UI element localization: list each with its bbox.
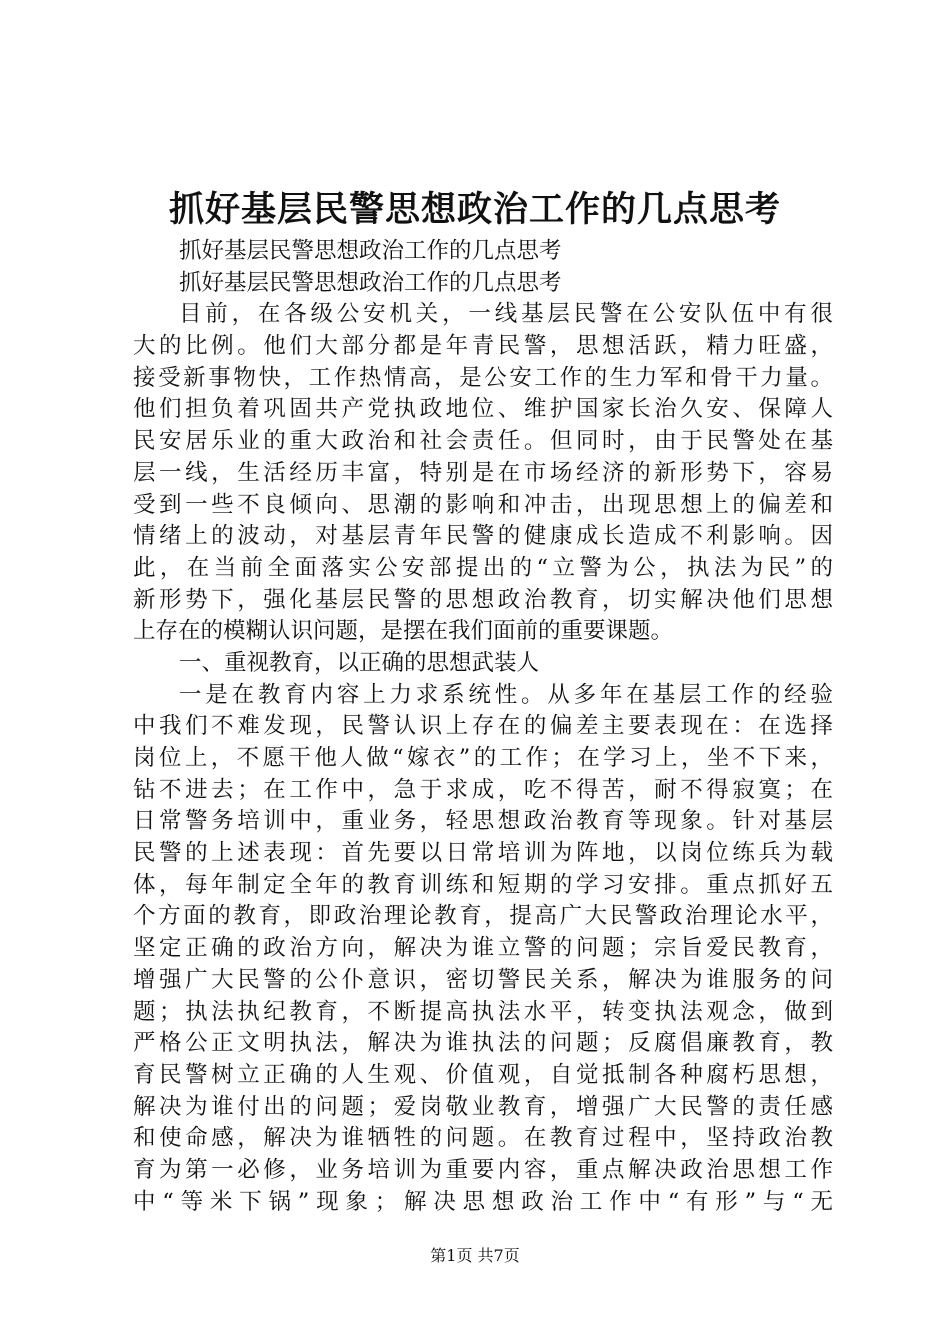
text-line: 抓好基层民警思想政治工作的几点思考 xyxy=(179,238,562,264)
text-line: 目前，在各级公安机关，一线基层民警在公安队伍中有很 xyxy=(179,301,833,328)
text-line: 抓好基层民警思想政治工作的几点思考 xyxy=(179,269,562,296)
text-line: 严格公正文明执法，解决为谁执法的问题；反腐倡廉教育，教 xyxy=(133,1030,833,1057)
text-line: 一、重视教育，以正确的思想武装人 xyxy=(179,649,540,676)
text-line: 民安居乐业的重大政治和社会责任。但同时，由于民警处在基 xyxy=(133,428,833,455)
text-line: 题；执法执纪教育，不断提高执法水平，转变执法观念，做到 xyxy=(133,998,833,1025)
text-line: 解决为谁付出的问题；爱岗敬业教育，增强广大民警的责任感 xyxy=(133,1093,833,1120)
text-line: 中我们不难发现，民警认识上存在的偏差主要表现在：在选择 xyxy=(133,713,833,740)
text-line: 一是在教育内容上力求系统性。从多年在基层工作的经验 xyxy=(179,681,833,708)
text-line: 他们担负着巩固共产党执政地位、维护国家长治久安、保障人 xyxy=(133,396,833,423)
text-line: 岗位上，不愿干他人做“嫁衣”的工作；在学习上，坐不下来， xyxy=(133,745,833,771)
text-line: 和使命感，解决为谁牺牲的问题。在教育过程中，坚持政治教 xyxy=(133,1125,833,1152)
text-line: 民警的上述表现：首先要以日常培训为阵地，以岗位练兵为载 xyxy=(133,840,833,867)
document-title: 抓好基层民警思想政治工作的几点思考 xyxy=(168,189,781,230)
document-body xyxy=(133,236,833,1218)
text-line: 情绪上的波动，对基层青年民警的健康成长造成不利影响。因 xyxy=(133,523,833,550)
text-line: 日常警务培训中，重业务，轻思想政治教育等现象。针对基层 xyxy=(133,808,833,835)
text-line: 中“等米下锅”现象；解决思想政治工作中“有形”与“无 xyxy=(133,1188,833,1215)
text-line: 个方面的教育，即政治理论教育，提高广大民警政治理论水平， xyxy=(133,903,833,930)
text-line: 接受新事物快，工作热情高，是公安工作的生力军和骨干力量。 xyxy=(133,364,833,391)
text-line: 育为第一必修，业务培训为重要内容，重点解决政治思想工作 xyxy=(133,1156,833,1183)
text-line: 体，每年制定全年的教育训练和短期的学习安排。重点抓好五 xyxy=(133,871,833,898)
text-line: 增强广大民警的公仆意识，密切警民关系，解决为谁服务的问 xyxy=(133,966,833,993)
text-line: 新形势下，强化基层民警的思想政治教育，切实解决他们思想 xyxy=(133,586,833,613)
text-line: 坚定正确的政治方向，解决为谁立警的问题；宗旨爱民教育， xyxy=(133,935,833,962)
text-line: 大的比例。他们大部分都是年青民警，思想活跃，精力旺盛， xyxy=(133,333,833,360)
text-line: 层一线，生活经历丰富，特别是在市场经济的新形势下，容易 xyxy=(133,459,833,486)
text-line: 受到一些不良倾向、思潮的影响和冲击，出现思想上的偏差和 xyxy=(133,491,833,518)
text-line: 上存在的模糊认识问题，是摆在我们面前的重要课题。 xyxy=(133,618,674,645)
text-line: 钻不进去；在工作中，急于求成，吃不得苦，耐不得寂寞；在 xyxy=(133,776,833,803)
text-line: 育民警树立正确的人生观、价值观，自觉抵制各种腐朽思想， xyxy=(133,1061,833,1088)
page-footer: 第1页 共7页 xyxy=(430,1246,520,1265)
text-line: 此，在当前全面落实公安部提出的“立警为公，执法为民”的 xyxy=(133,554,833,581)
